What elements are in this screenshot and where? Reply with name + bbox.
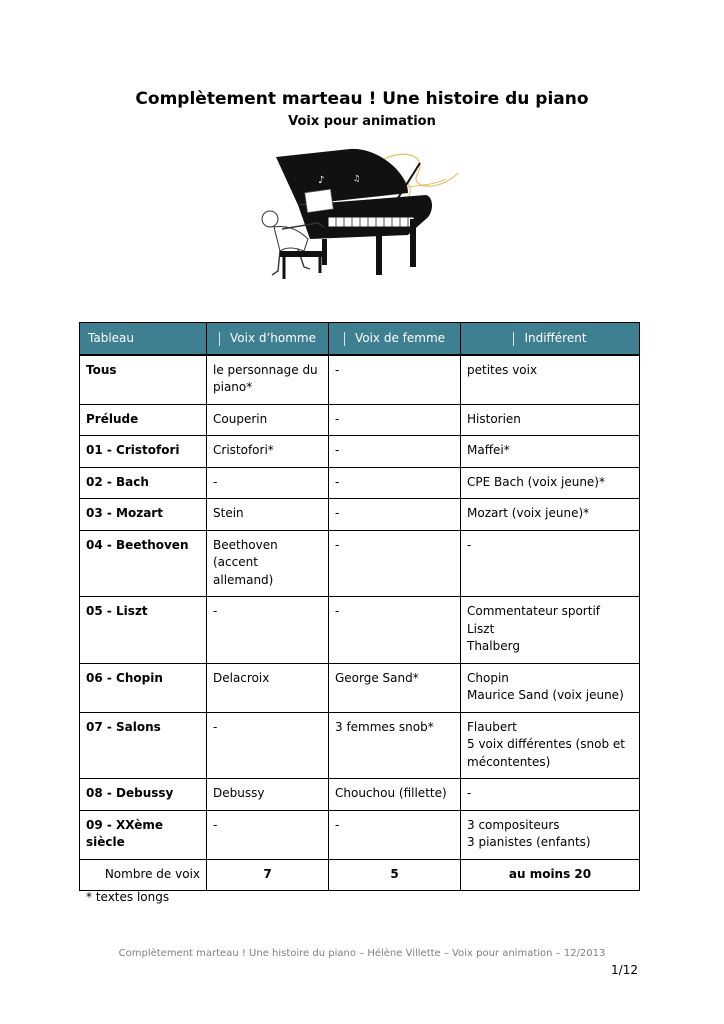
cell-voix-femme [329,467,461,499]
cell-line: 3 compositeurs [467,817,560,832]
cell-line: (accent allemand) [213,555,274,587]
cell-line: - [467,537,472,552]
table-row [80,355,640,405]
document-subtitle: Voix pour animation [288,114,436,129]
cell-voix-femme [329,663,461,712]
cell-voix-homme [207,712,329,779]
cell-line: 5 voix différentes (snob et [467,737,625,751]
cell-voix-homme [207,530,329,597]
table-header-row [80,323,640,355]
cell-line: mécontentes) [467,754,551,769]
cell-line: - [213,474,218,489]
cell-indifferent [461,530,640,597]
table-row [80,712,640,779]
cell-voix-femme [329,355,461,405]
table-row [80,530,640,597]
svg-text:♪: ♪ [318,175,325,186]
cell-line: Debussy [213,786,265,800]
cell-line: Chopin [467,670,509,685]
total-voix-femme: 5 [329,859,461,890]
cell-line: - [335,604,340,618]
cell-tableau: 08 - Debussy [80,779,207,811]
cell-line: Liszt [467,621,495,636]
cell-voix-femme [329,499,461,531]
cell-tableau: 07 - Salons [80,712,207,779]
cell-indifferent [461,597,640,664]
cell-line: 3 femmes snob* [335,719,434,734]
cell-line: Flaubert [467,719,517,734]
page-footer: Complètement marteau ! Une histoire du piano – Hélène Villette – Voix pour animation – 12/2013 [118,948,606,959]
cell-voix-femme [329,530,461,597]
cell-voix-femme [329,712,461,779]
cell-voix-homme [207,779,329,811]
cell-indifferent [461,436,640,468]
header-indifferent: Indifférent [461,323,640,355]
cell-line: Stein [213,506,244,520]
cell-line: - [335,443,340,457]
cell-line: Maurice Sand (voix jeune) [467,688,624,702]
cell-voix-homme [207,597,329,664]
cell-voix-homme [207,355,329,405]
cell-line: Historien [467,411,521,426]
cell-line: - [335,411,340,426]
cell-tableau: 09 - XXème siècle [80,810,207,859]
cell-line: Cristofori* [213,443,274,457]
cell-line: George Sand* [335,670,419,685]
cell-line: - [335,506,340,520]
cell-line: - [213,604,218,618]
total-indifferent: au moins 20 [461,859,640,890]
cell-indifferent [461,467,640,499]
footnote: * textes longs [86,890,170,904]
cell-indifferent [461,810,640,859]
cell-indifferent [461,779,640,811]
cell-line: Couperin [213,411,268,426]
svg-text:♫: ♫ [353,174,361,183]
pianist-illustration [258,143,468,288]
cell-line: - [213,817,218,832]
header-tableau: Tableau [80,323,207,355]
cell-voix-femme [329,404,461,436]
cell-tableau: 01 - Cristofori [80,436,207,468]
header-voix-homme: Voix d’homme [207,323,329,355]
cell-tableau: 03 - Mozart [80,499,207,531]
cell-line: CPE Bach (voix jeune)* [467,474,605,489]
cell-voix-femme [329,436,461,468]
cell-indifferent [461,404,640,436]
cell-tableau: 02 - Bach [80,467,207,499]
cell-line: - [335,537,340,552]
table-row [80,779,640,811]
cell-voix-homme [207,436,329,468]
cell-line: - [213,719,218,734]
cell-voix-homme [207,499,329,531]
cell-indifferent [461,499,640,531]
total-voix-homme: 7 [207,859,329,890]
cell-tableau: Tous [80,355,207,405]
cell-voix-femme [329,597,461,664]
cell-voix-homme [207,810,329,859]
cell-line: - [335,474,340,489]
cell-indifferent [461,712,640,779]
cell-line: Maffei* [467,443,510,457]
table-row [80,467,640,499]
total-row [80,859,640,890]
table-row [80,663,640,712]
cell-line: - [335,362,340,377]
cell-voix-homme [207,663,329,712]
voices-table [79,322,640,891]
table-row [80,436,640,468]
cell-voix-homme [207,404,329,436]
cell-line: Chouchou (fillette) [335,786,447,800]
total-label: Nombre de voix [80,859,207,890]
page-number: 1/12 [611,963,638,977]
cell-line: petites voix [467,362,538,377]
cell-line: Commentateur sportif [467,604,600,618]
cell-line: le personnage du [213,362,318,377]
cell-line: Beethoven [213,537,278,552]
cell-voix-femme [329,810,461,859]
cell-indifferent [461,355,640,405]
table-body [80,355,640,891]
cell-tableau: 05 - Liszt [80,597,207,664]
cell-line: Mozart (voix jeune)* [467,506,590,520]
cell-tableau: 06 - Chopin [80,663,207,712]
table-row [80,597,640,664]
cell-indifferent [461,663,640,712]
cell-line: - [335,817,340,832]
table-row [80,404,640,436]
cell-voix-femme [329,779,461,811]
cell-line: Delacroix [213,670,270,685]
cell-line: - [467,786,472,800]
cell-tableau: Prélude [80,404,207,436]
cell-voix-homme [207,467,329,499]
document-title: Complètement marteau ! Une histoire du piano [135,89,589,109]
header-voix-femme: Voix de femme [329,323,461,355]
cell-line: piano* [213,380,253,394]
table-row [80,499,640,531]
cell-line: 3 pianistes (enfants) [467,835,591,849]
cell-line: Thalberg [467,639,520,653]
cell-tableau: 04 - Beethoven [80,530,207,597]
table-row [80,810,640,859]
